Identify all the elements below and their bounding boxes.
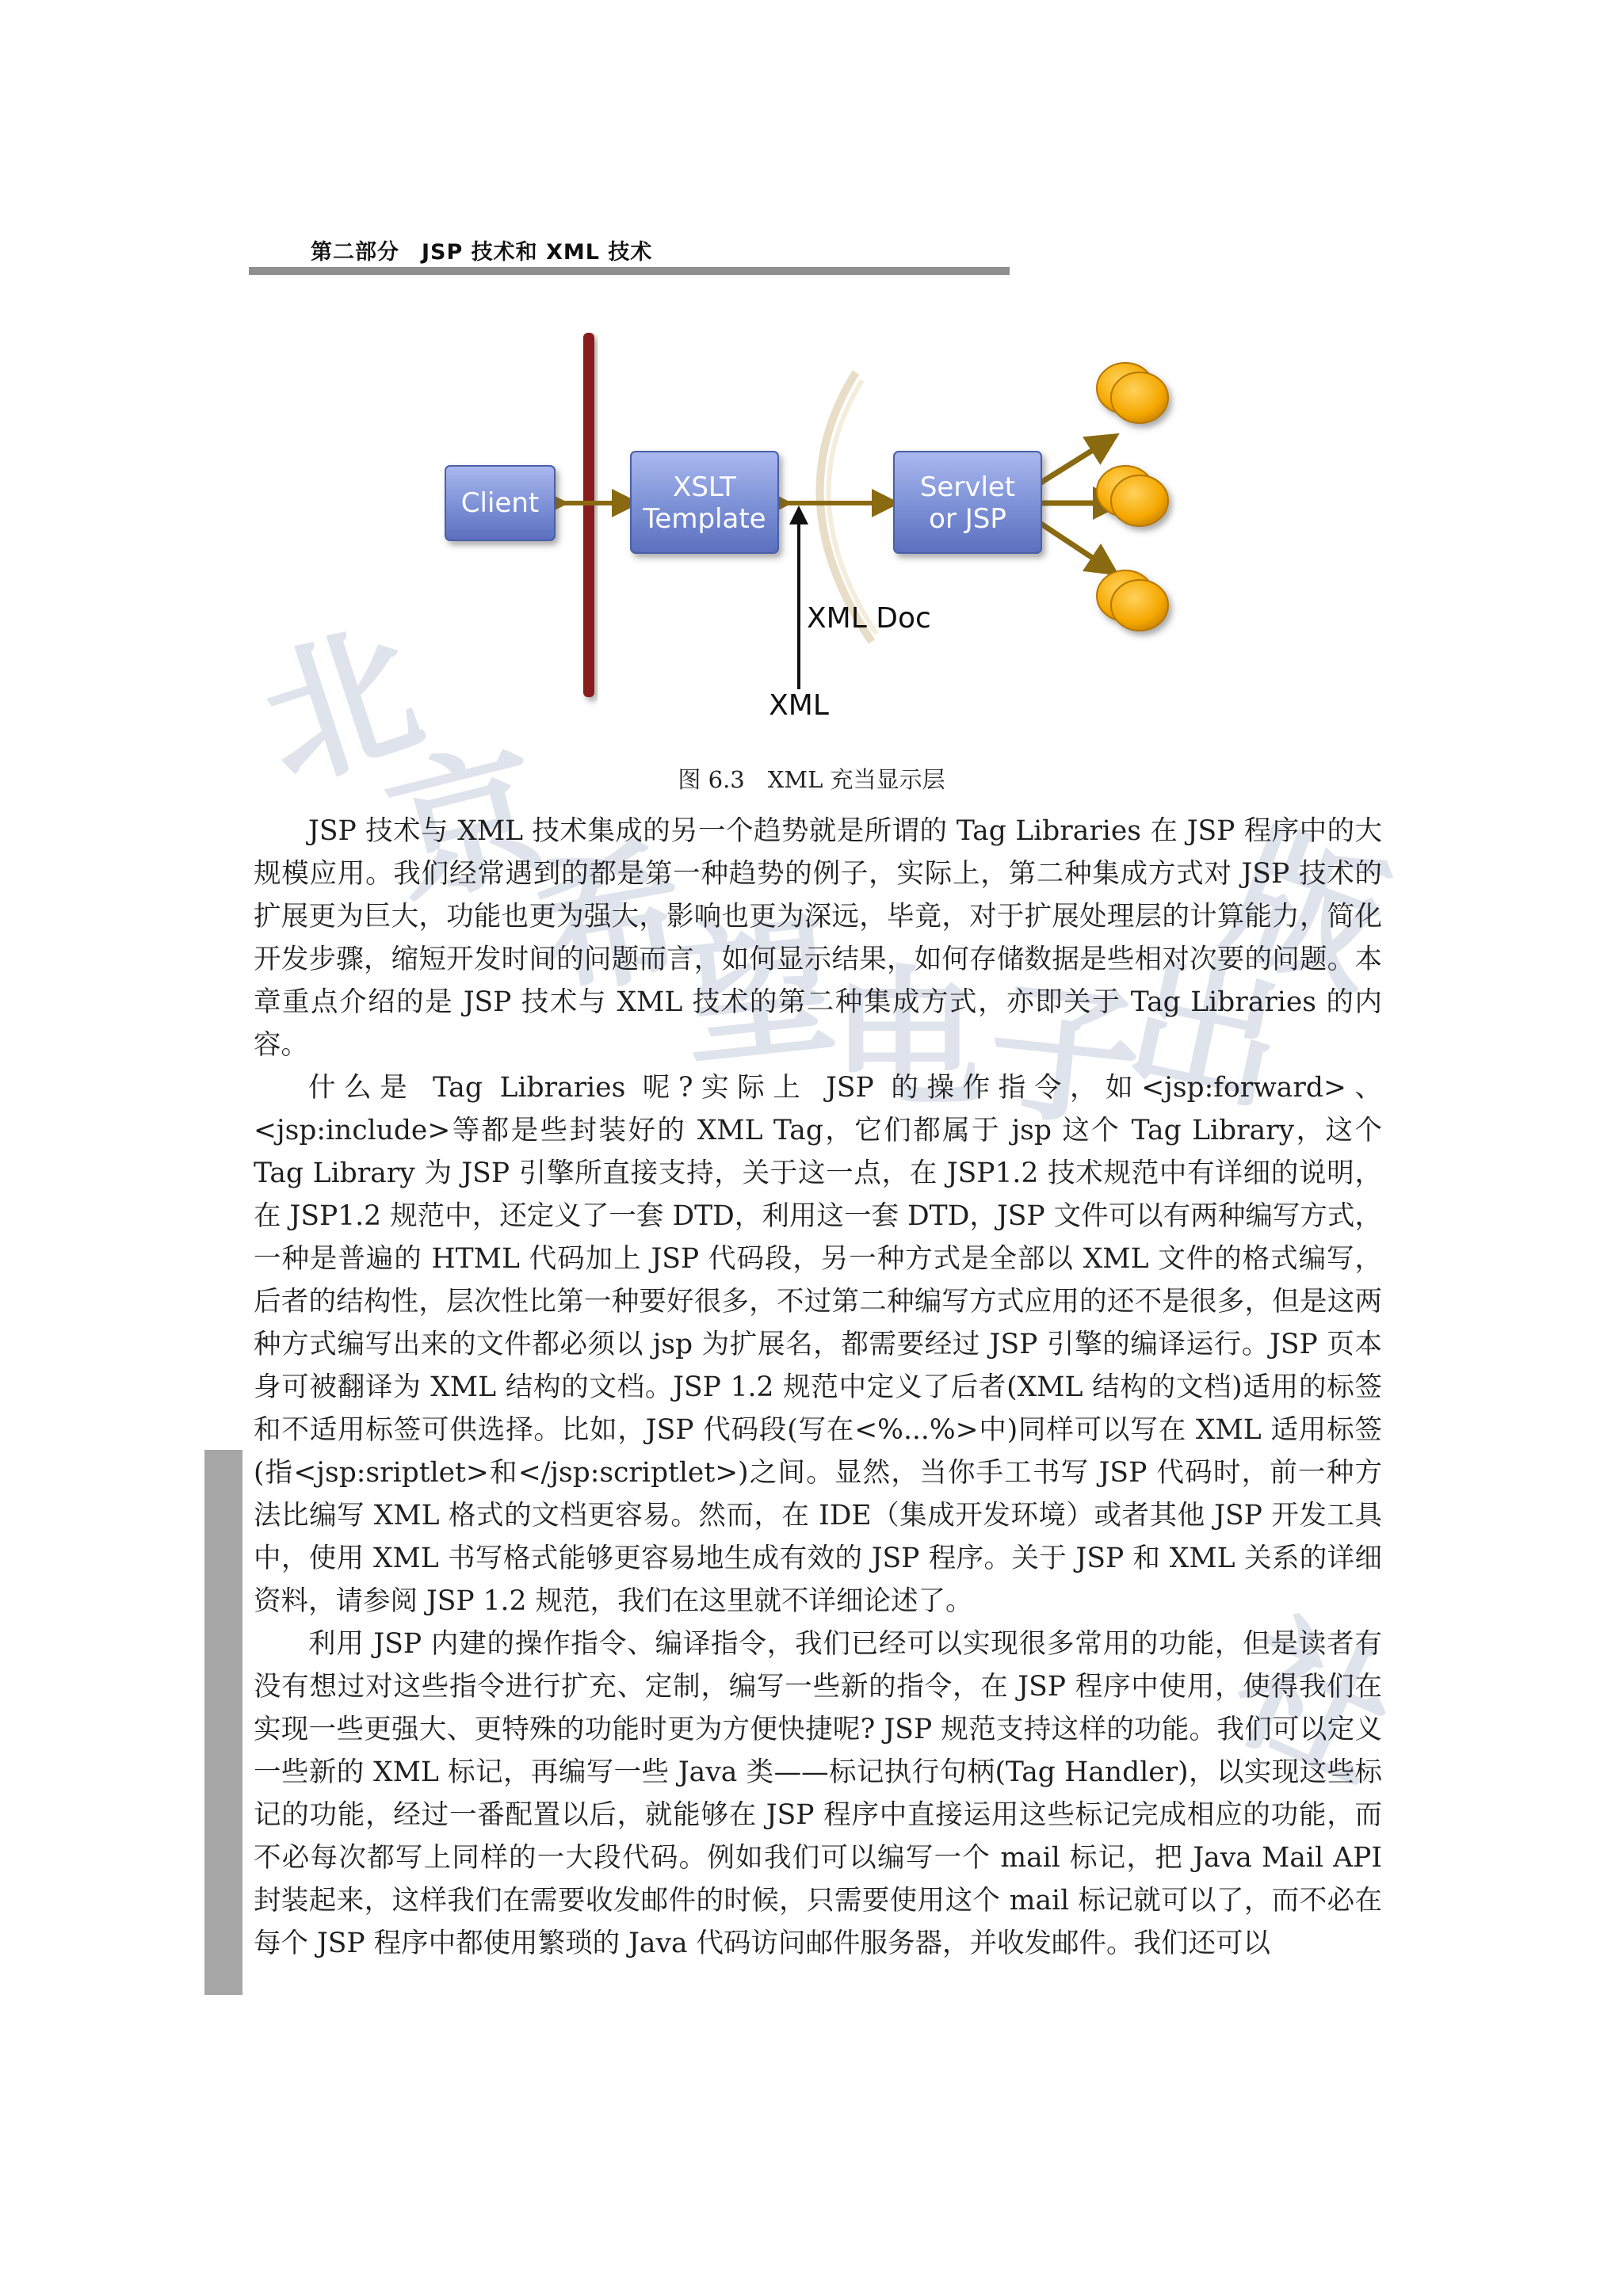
firewall-bar	[583, 333, 594, 697]
xml-label: XML	[769, 689, 829, 721]
watermark-char: 社	[1209, 1593, 1419, 1815]
header-rule	[249, 267, 1010, 275]
xslt-label-line1: XSLT	[673, 471, 736, 503]
watermark-char: 望	[674, 897, 842, 1088]
watermark-char: 子	[980, 960, 1149, 1151]
watermark-char: 出	[1113, 930, 1298, 1133]
watermark-char: 电	[832, 952, 983, 1127]
watermark-char: 希	[519, 821, 698, 1020]
watermark-char: 北	[242, 600, 440, 814]
watermark-char: 版	[1206, 804, 1408, 1020]
servlet-label-line1: Servlet	[919, 471, 1016, 503]
side-margin-bar	[204, 1450, 242, 1995]
xslt-label-line2: Template	[643, 503, 766, 535]
paragraph: 利用 JSP 内建的操作指令、编译指令，我们已经可以实现很多常用的功能，但是读者有没有想过对这些指令进行扩充、定制，编写一些新的指令，在 JSP 程序中使用，使得我们在实现一些更强大、更特殊的功能时更为方便快捷呢? JSP 规范支持这样的功能。我们可以定义一些新的 XML 标记，再编写一些 Java 类——标记执行句柄(Tag Handler)，以实现这些标记的功能，经过一番配置以后，就能够在 JSP 程序中直接运用这些标记完成相应的功能，而不必每次都写上同样的一大段代码。例如我们可以编写一个 mail 标记，把 Java Mail API 封装起来，这样我们在需要收发邮件的时候，只需要使用这个 mail 标记就可以了，而不必在每个 JSP 程序中都使用繁琐的 Java 代码访问邮件服务器，并收发邮件。我们还可以	[254, 1628, 1382, 1959]
figure-xml-presentation-layer	[428, 325, 1220, 721]
body-text	[254, 810, 1382, 1965]
watermark-char: 京	[372, 722, 561, 929]
paragraph: JSP 技术与 XML 技术集成的另一个趋势就是所谓的 Tag Libraries 在 JSP 程序中的大规模应用。我们经常遇到的都是第一种趋势的例子，实际上，第二种集成方式对 JSP 技术的扩展更为巨大，功能也更为强大，影响也更为深远，毕竟，对于扩展处理层的计算能力，简化开发步骤，缩短开发时间的问题而言，如何显示结果，如何存储数据是些相对次要的问题。本章重点介绍的是 JSP 技术与 XML 技术的第二种集成方式，亦即关于 Tag Libraries 的内容。	[254, 815, 1382, 1061]
xml-doc-label: XML Doc	[807, 602, 931, 635]
arrow-to-coins-top	[1040, 442, 1106, 483]
coin-stack-top	[1097, 363, 1168, 423]
paragraph: 什么是 Tag Libraries 呢?实际上 JSP 的操作指令，如<jsp:forward>、<jsp:include>等都是些封装好的 XML Tag，它们都属于 jsp 这个 Tag Library，这个 Tag Library 为 JSP 引擎所直接支持，关于这一点，在 JSP1.2 技术规范中有详细的说明，在 JSP1.2 规范中，还定义了一套 DTD，利用这一套 DTD，JSP 文件可以有两种编写方式，一种是普遍的 HTML 代码加上 JSP 代码段，另一种方式是全部以 XML 文件的格式编写，后者的结构性，层次性比第一种要好很多，不过第二种编写方式应用的还不是很多，但是这两种方式编写出来的文件都必须以 jsp 为扩展名，都需要经过 JSP 引擎的编译运行。JSP 页本身可被翻译为 XML 结构的文档。JSP 1.2 规范中定义了后者(XML 结构的文档)适用的标签和不适用标签可供选择。比如，JSP 代码段(写在<%...%>中)同样可以写在 XML 适用标签(指<jsp:sriptlet>和</jsp:scriptlet>)之间。显然，当你手工书写 JSP 代码时，前一种方法比编写 XML 格式的文档更容易。然而，在 IDE（集成开发环境）或者其他 JSP 开发工具中，使用 XML 书写格式能够更容易地生成有效的 JSP 程序。关于 JSP 和 XML 关系的详细资料，请参阅 JSP 1.2 规范，我们在这里就不详细论述了。	[254, 1072, 1382, 1617]
running-header: 第二部分 JSP 技术和 XML 技术	[311, 240, 653, 265]
figure-caption: 图 6.3 XML 充当显示层	[678, 766, 945, 793]
client-label: Client	[460, 487, 540, 519]
coin-stack-middle	[1097, 466, 1168, 526]
servlet-label-line2: or JSP	[929, 503, 1006, 535]
coin-stack-bottom	[1097, 570, 1168, 631]
arrow-to-coins-bottom	[1040, 523, 1106, 566]
